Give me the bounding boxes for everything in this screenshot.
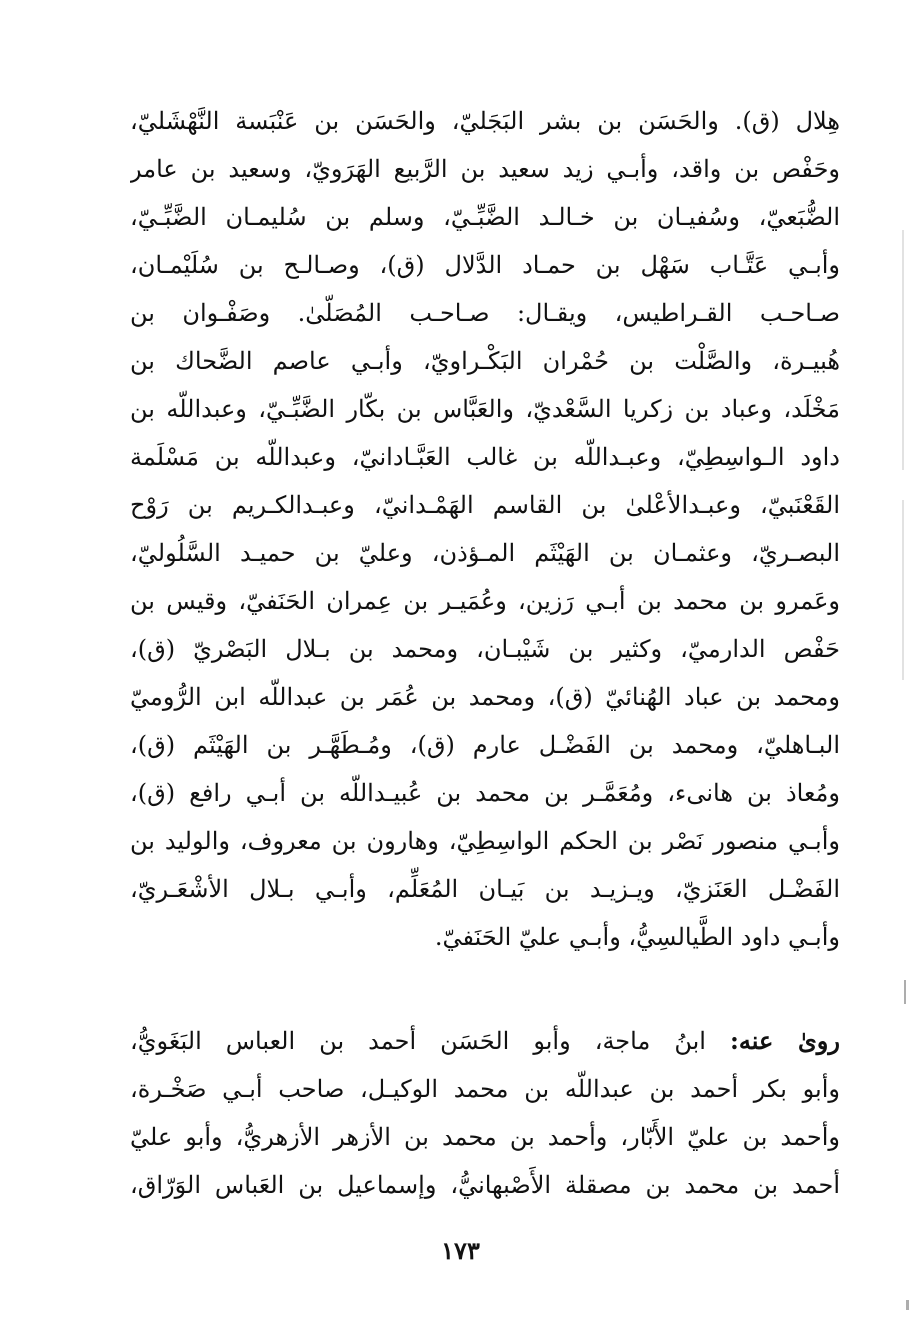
text-line: وأبـي منصور نَصْر بن الحكم الواسِطِيّ، وهارون بن معروف، والوليد بن — [130, 827, 840, 855]
text-line: القَعْنَبيّ، وعبـدالأعْلىٰ بن القاسم الهَمْـدانيّ، وعبـدالكـريم بن رَوْح — [130, 491, 840, 519]
text-line: وأبـي داود الطَّيالسِيُّ، وأبـي عليّ الحَنَفيّ. — [434, 923, 840, 951]
text-line: هِلال (ق). والحَسَن بن بشر البَجَليّ، والحَسَن بن عَنْبَسة النَّهْشَليّ، — [130, 107, 840, 135]
scan-edge-mark — [904, 980, 906, 1004]
text-line: حَفْص الدارميّ، وكثير بن شَيْبـان، ومحمد بن بـلال البَصْريّ (ق)، — [130, 635, 840, 663]
text-line: هُبيـرة، والصَّلْت بن حُمْران البَكْـراويّ، وأبـي عاصم الضَّحاك بن — [130, 347, 840, 375]
text-line: داود الـواسِطِيّ، وعبـداللّه بن غالب العَبَّـادانيّ، وعبداللّه بن مَسْلَمة — [130, 443, 840, 471]
text-line: البـاهليّ، ومحمد بن الفَضْـل عارم (ق)، ومُـطَهَّـر بن الهَيْثَم (ق)، — [130, 731, 840, 759]
text-line: ومحمد بن عباد الهُنائيّ (ق)، ومحمد بن عُمَر بن عبداللّه ابن الرُّوميّ — [130, 683, 840, 711]
paragraph-teachers — [130, 97, 840, 961]
paragraph-students — [130, 1017, 840, 1209]
text-line: وحَفْص بن واقد، وأبـي زيد سعيد بن الرَّبيع الهَرَويّ، وسعيد بن عامر — [130, 155, 840, 183]
text-segment: ابنُ ماجة، وأبو الحَسَن أحمد بن العباس البَغَويُّ، — [130, 1027, 706, 1055]
page-number: ١٧٣ — [441, 1236, 480, 1265]
text-line: ومُعاذ بن هانىء، ومُعَمَّـر بن محمد بن عُبيـداللّه بن أبـي رافع (ق)، — [130, 779, 840, 807]
text-line: مَخْلَد، وعباد بن زكريا السَّعْديّ، والعَبَّاس بن بكّار الضَّبِّـيّ، وعبداللّه بن — [130, 395, 840, 423]
scan-edge-mark — [902, 500, 904, 680]
section-lead: روىٰ عنه: — [729, 1026, 840, 1055]
text-line: وأبو بكر أحمد بن عبداللّه بن محمد الوكيـل، صاحب أبـي صَخْـرة، — [130, 1075, 840, 1103]
text-line — [130, 1017, 840, 1065]
text-line: وأحمد بن عليّ الأَبّار، وأحمد بن محمد بن الأزهر الأزهريُّ، وأبو عليّ — [130, 1123, 840, 1151]
scan-edge-mark — [902, 230, 904, 470]
text-line: صـاحـب القـراطيس، ويقـال: صـاحـب المُصَلّىٰ. وصَفْـوان بن — [130, 299, 840, 327]
text-line: الفَضْـل العَنَزيّ، ويـزيـد بن بَيـان المُعَلِّم، وأبـي بـلال الأشْعَـريّ، — [130, 875, 840, 903]
text-line: أحمد بن محمد بن مصقلة الأَصْبهانيُّ، وإسماعيل بن العَباس الوَرّاق، — [130, 1171, 840, 1199]
scan-edge-mark — [906, 1300, 909, 1310]
text-line: الضُّبَعيّ، وسُفيـان بن خـالـد الضَّبِّـيّ، وسلم بن سُليمـان الضَّبِّـيّ، — [130, 203, 840, 231]
text-line: وأبـي عَتَّـاب سَهْل بن حمـاد الدَّلال (ق)، وصـالـح بن سُلَيْمـان، — [130, 251, 840, 279]
text-line: البصـريّ، وعثمـان بن الهَيْثَم المـؤذن، وعليّ بن حميـد السَّلُوليّ، — [130, 539, 840, 567]
text-line: وعَمرو بن محمد بن أبـي رَزين، وعُمَيـر بن عِمران الحَنَفيّ، وقيس بن — [130, 587, 840, 615]
